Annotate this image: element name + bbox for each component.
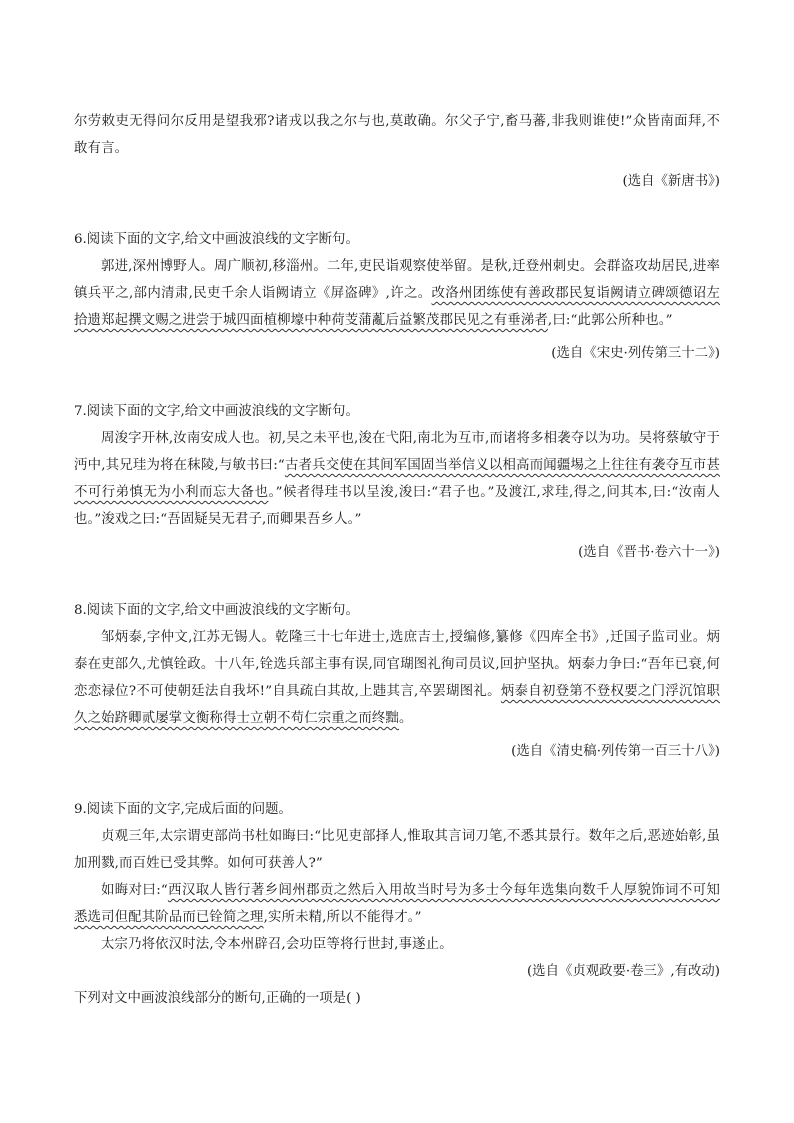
q6-text-before: 郭进,深州博野人。周广顺初,移淄州。二年,吏民诣观察使举留。是秋,迁登州刺史。会群盗攻劫居民,进率镇兵平之,部内清肃,民吏千余人诣阙请立《屏盗碑》,许之。 (74, 259, 720, 301)
intro-paragraph: 尔劳敕吏无得问尔反用是望我邪?诸戎以我之尔与也,莫敢确。尔父子宁,畜马蕃,非我则谁使!”众皆南面拜,不敢有言。 (74, 114, 720, 156)
question-9-paragraph-1: 贞观三年,太宗谓吏部尚书杜如晦曰:“比见吏部择人,惟取其言词刀笔,不悉其景行。数年之后,恶迹始彰,虽加刑戮,而百姓已受其弊。如何可获善人?” (74, 829, 720, 871)
question-9-paragraph-3: 太宗乃将依汉时法,令本州辟召,会功臣等将行世封,事遂止。 (101, 937, 453, 952)
q6-wavy-text: 改洛州团练使有善政郡民复诣阙请立碑颂德诏左拾遗郑起撰文赐之进尝于城四面植柳壕中种荷芰蒲薍后益繁茂郡民见之有垂涕者 (74, 286, 720, 328)
q9-text-after: ,实所未精,所以不能得才。” (263, 910, 422, 925)
q8-text-before: 邹炳泰,字仲文,江苏无锡人。乾隆三十七年进士,选庶吉士,授编修,纂修《四库全书》,迁国子监司业。炳泰在吏部久,尤慎铨政。十八年,铨选兵部主事有误,同官瑚图礼徇司员议,回护坚执。炳泰力争曰:“吾年已衰,何恋恋禄位?不可使朝廷法自我坏!”自具疏白其故,上韪其言,卒罢瑚图礼。 (74, 630, 720, 699)
q6-text-after: ,曰:“此郭公所种也。” (547, 313, 673, 328)
q8-wavy-text: 炳泰自初登第不登权要之门浮沉馆职久之始跻卿贰屡掌文衡称得士立朝不苟仁宗重之而终黜 (74, 684, 720, 726)
question-7-source: (选自《晋书·卷六十一》) (578, 545, 720, 560)
q7-wavy-text: 古者兵交使在其间军国固当举信义以相高而闻疆埸之上往往有袭夺互市甚不可行弟慎无为小利而忘大备也 (74, 458, 720, 500)
question-8-source: (选自《清史稿·列传第一百三十八》) (511, 744, 720, 759)
question-9-prompt: 下列对文中画波浪线部分的断句,正确的一项是( ) (74, 991, 361, 1006)
q8-text-after: 。 (398, 711, 413, 726)
question-9-source: (选自《贞观政要·卷三》,有改动) (526, 964, 720, 979)
question-6-source: (选自《宋史·列传第三十二》) (551, 346, 720, 361)
question-6-title: 6.阅读下面的文字,给文中画波浪线的文字断句。 (74, 232, 359, 247)
question-9 (74, 796, 720, 1012)
document-content (74, 108, 720, 1012)
question-8-passage (74, 624, 720, 732)
q9-wavy-text: 西汉取人皆行著乡闾州郡贡之然后入用故当时号为多士今每年选集向数千人厚貌饰词不可知悉选司但配其阶品而已铨简之理 (74, 883, 720, 925)
question-7-passage (74, 425, 720, 533)
q7-text-before: 周浚字开林,汝南安成人也。初,吴之未平也,浚在弋阳,南北为互市,而诸将多相袭夺以为功。吴将蔡敏守于沔中,其兄珪为将在秣陵,与敏书曰:“ (74, 431, 720, 473)
q9-text-before: 如晦对曰:“ (101, 883, 168, 898)
intro-source: (选自《新唐书》) (622, 174, 720, 189)
question-6-passage (74, 253, 720, 334)
question-9-title: 9.阅读下面的文字,完成后面的问题。 (74, 802, 292, 817)
q7-text-after: 。”候者得珪书以呈浚,浚曰:“君子也。”及渡江,求珪,得之,问其本,曰:“汝南人也。”浚戏之曰:“吾固疑吴无君子,而卿果吾乡人。” (74, 485, 720, 527)
question-8-title: 8.阅读下面的文字,给文中画波浪线的文字断句。 (74, 603, 359, 618)
question-7-title: 7.阅读下面的文字,给文中画波浪线的文字断句。 (74, 404, 359, 419)
question-9-paragraph-2 (74, 877, 720, 931)
